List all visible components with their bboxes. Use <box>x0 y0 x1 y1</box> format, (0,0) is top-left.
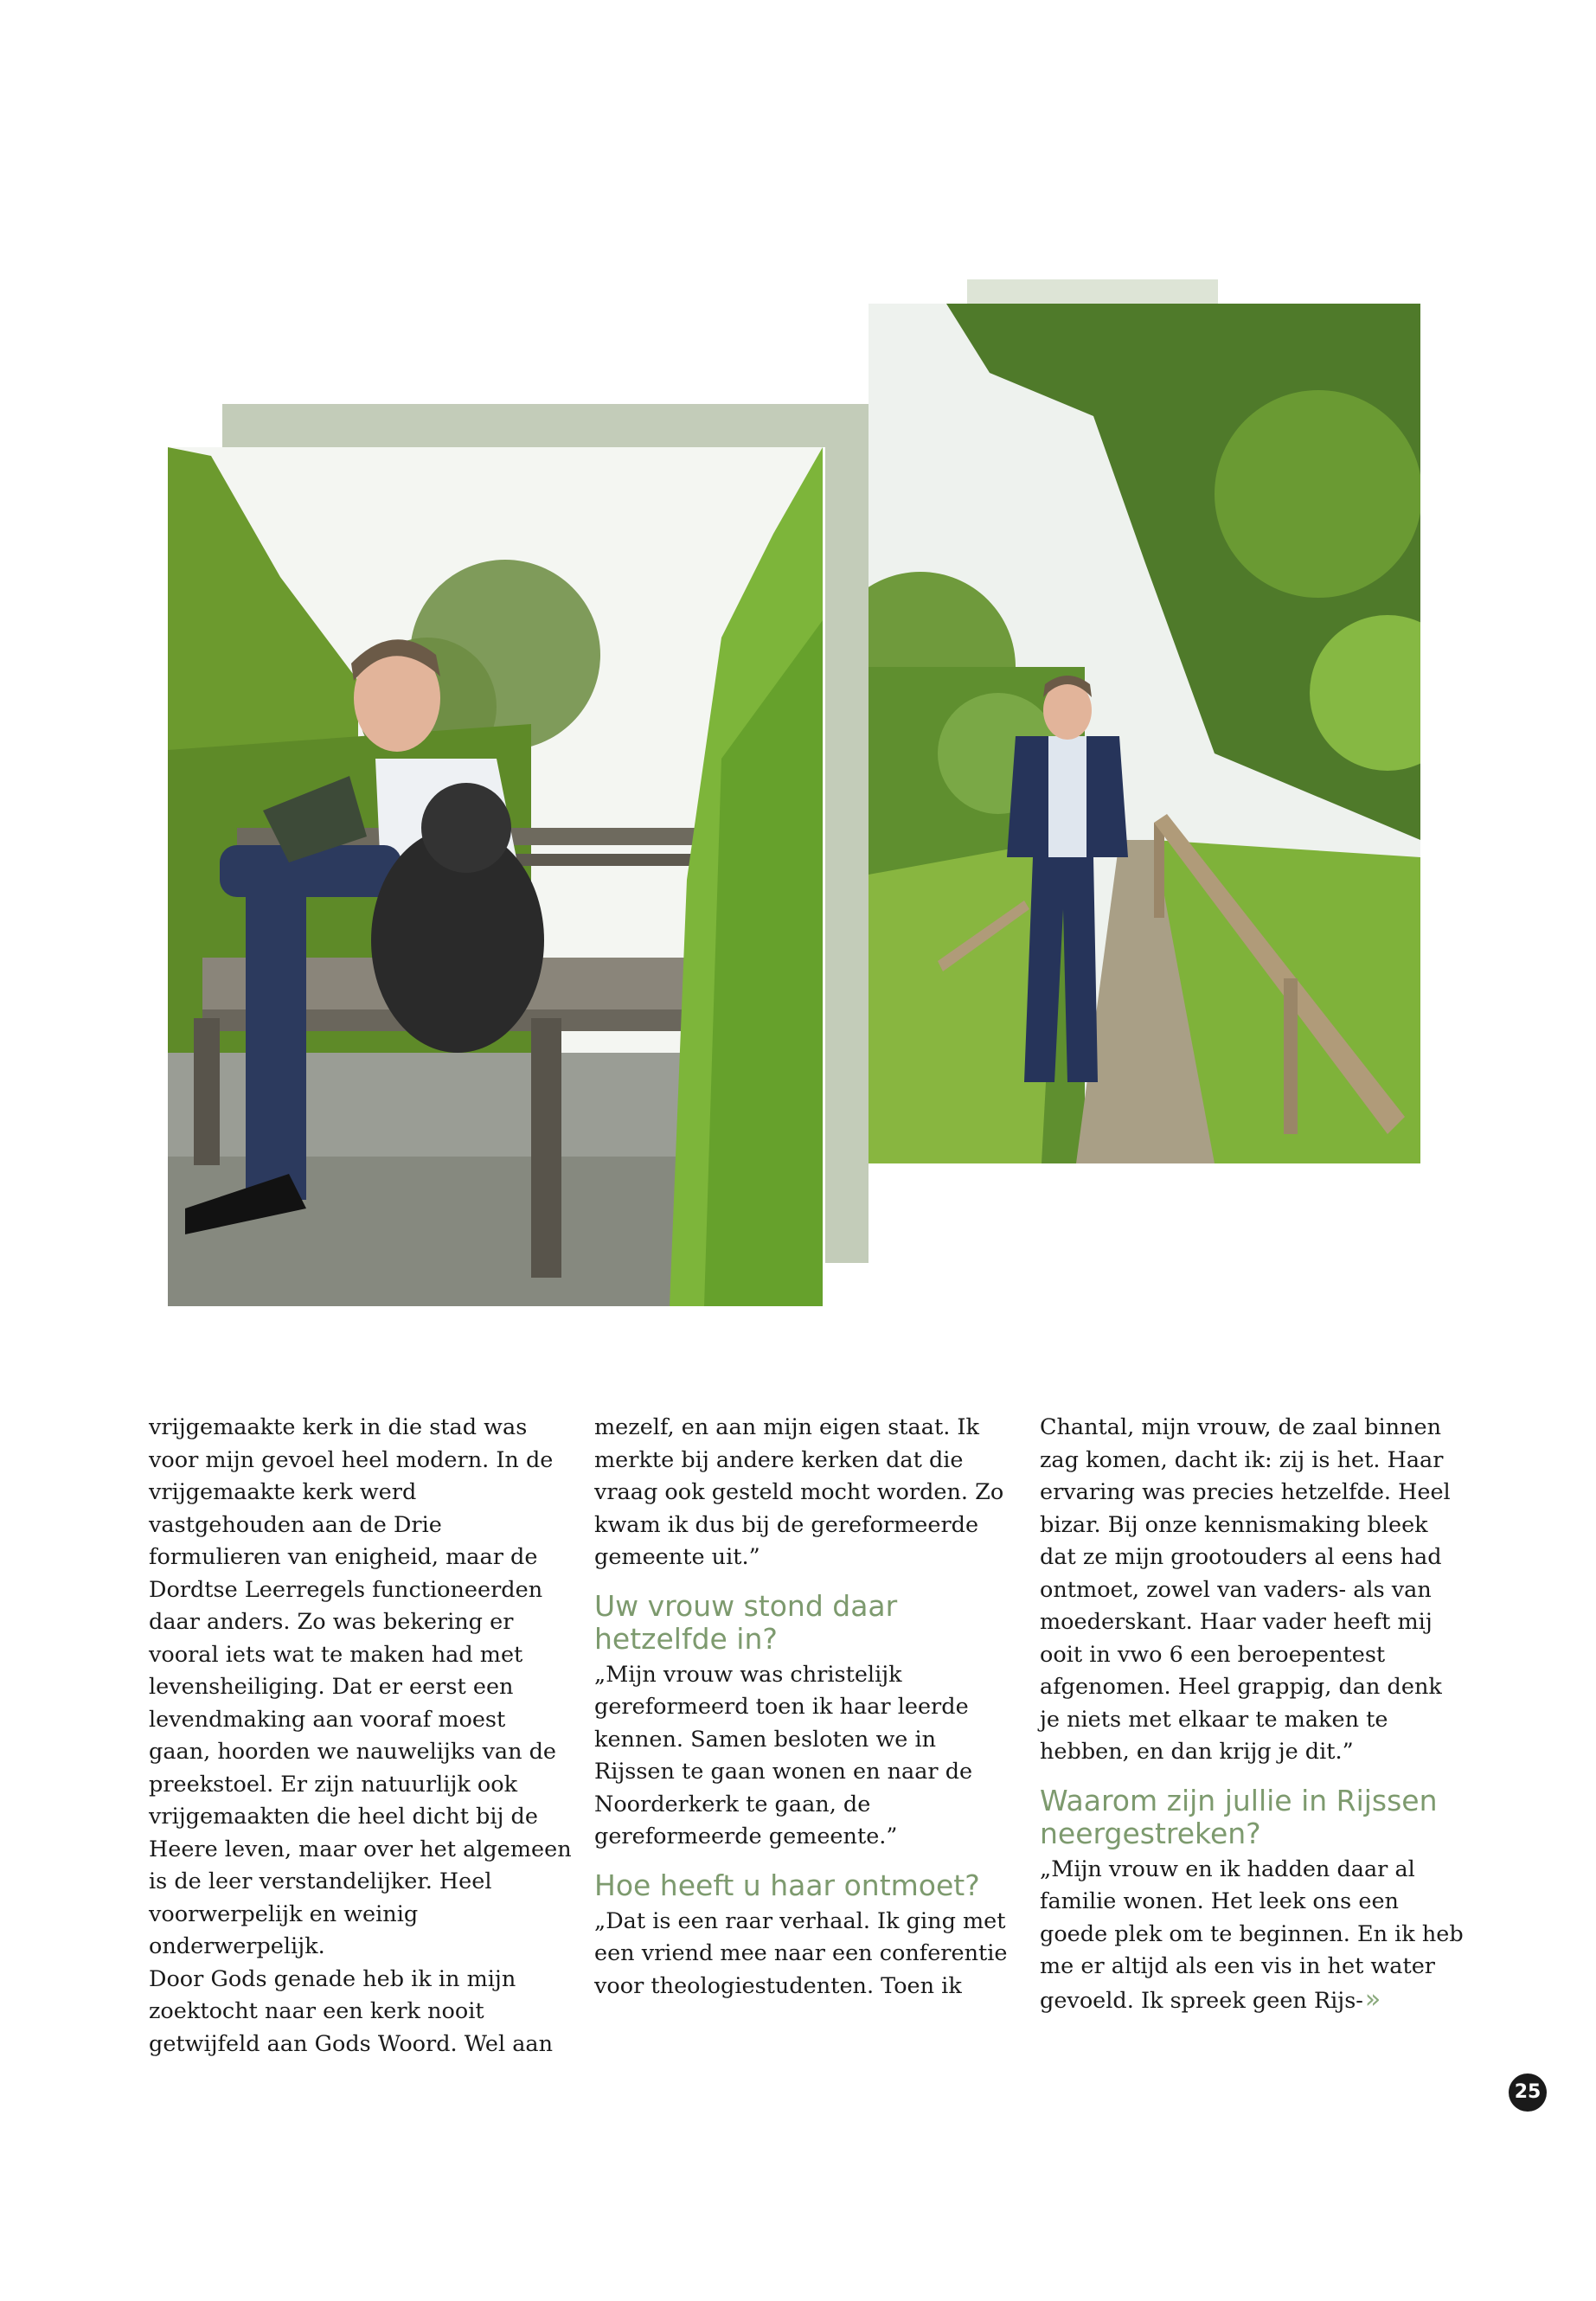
photo-frame-top <box>222 404 869 447</box>
paragraph: „Dat is een raar verhaal. Ik ging met een vriend mee naar een conferentie voor theologiestudenten. Toen ik <box>594 1907 1008 1999</box>
page-number: 25 <box>1509 2073 1547 2112</box>
paragraph: „Mijn vrouw was christelijk gereformeerd toen ik haar leerde kennen. Samen besloten we in Rijssen te gaan wonen en naar de Noorderkerk te gaan, de gereformeerde gemeente.” <box>594 1661 973 1849</box>
interview-question: Waarom zijn jullie in Rijssen neergestreken? <box>1040 1783 1438 1850</box>
text-column-1 <box>149 1412 573 2061</box>
paragraph-text: „Mijn vrouw en ik hadden daar al familie wonen. Het leek ons een goede plek om te beginnen. En ik heb me er altijd als een vis in het water gevoeld. Ik spreek geen Rijs- <box>1040 1856 1464 2014</box>
photo-man-walking-on-path <box>869 304 1420 1163</box>
continue-arrow-icon: » <box>1364 1984 1381 2015</box>
paragraph: mezelf, en aan mijn eigen staat. Ik merkte bij andere kerken dat die vraag ook gesteld mocht worden. Zo kwam ik dus bij de gereformeerde gemeente uit.” <box>594 1414 1004 1570</box>
text-column-3 <box>1040 1412 1464 2017</box>
paragraph: Chantal, mijn vrouw, de zaal binnen zag komen, dacht ik: zij is het. Haar ervaring was precies hetzelfde. Heel bizar. Bij onze kennismaking bleek dat ze mijn grootouders al eens had ontmoet, zowel van vaders- als van moederskant. Haar vader heeft mij ooit in vwo 6 een beroepentest afgenomen. Heel grappig, dan denk je niets met elkaar te maken te hebben, en dan krijg je dit.” <box>1040 1414 1451 1765</box>
interview-question: Uw vrouw stond daar hetzelfde in? <box>594 1588 898 1656</box>
text-column-2 <box>594 1412 1018 2003</box>
interview-question: Hoe heeft u haar ontmoet? <box>594 1868 980 1902</box>
photo-frame-right <box>825 404 869 1263</box>
paragraph-last <box>1040 1854 1464 2018</box>
paragraph: Door Gods genade heb ik in mijn zoektocht naar een kerk nooit getwijfeld aan Gods Woord. Wel aan <box>149 1965 554 2057</box>
paragraph: vrijgemaakte kerk in die stad was voor mijn gevoel heel modern. In de vrijgemaakte kerk werd vastgehouden aan de Drie formulieren van enigheid, maar de Dordtse Leerregels functioneerden daar anders. Zo was bekering er vooral iets wat te maken had met levensheiliging. Dat er eerst een levendmaking aan vooraf moest gaan, hoorden we nauwelijks van de preekstoel. Er zijn natuurlijk ook vrijgemaakten die heel dicht bij de Heere leven, maar over het algemeen is de leer verstandelijker. Heel voorwerpelijk en weinig onderwerpelijk. <box>149 1414 572 1959</box>
photo-man-reading-on-bench <box>168 447 823 1306</box>
